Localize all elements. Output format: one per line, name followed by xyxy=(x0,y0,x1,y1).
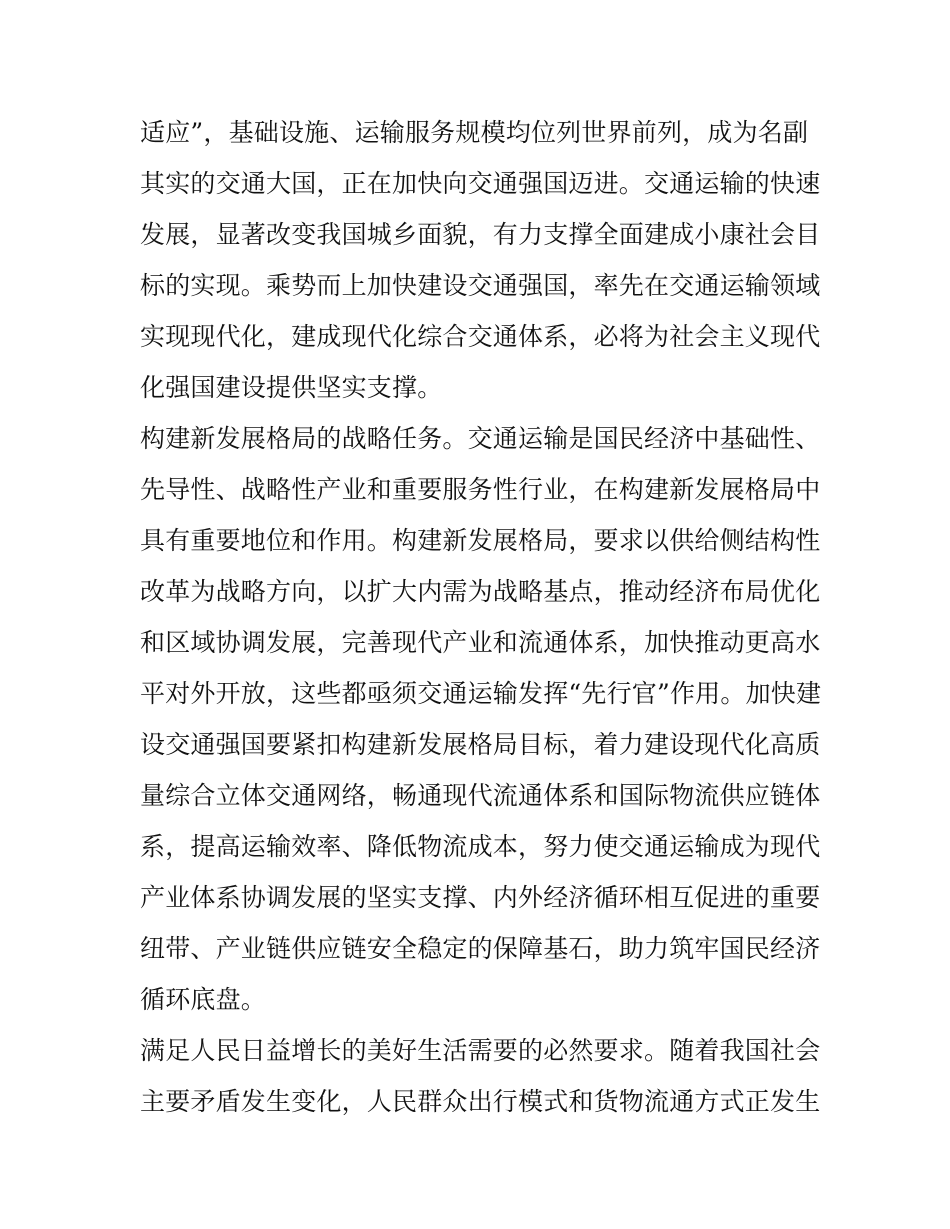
text-line: 化强国建设提供坚实支撑。 xyxy=(140,373,443,402)
text-line: 构建新发展格局的战略任务。交通运输是国民经济中基础性、 xyxy=(140,424,821,453)
paragraph-1 xyxy=(140,107,820,413)
text-line: 实现现代化，建成现代化综合交通体系，必将为社会主义现代 xyxy=(140,322,821,351)
text-line: 和区域协调发展，完善现代产业和流通体系，加快推动更高水 xyxy=(140,628,821,657)
text-line: 纽带、产业链供应链安全稳定的保障基石，助力筑牢国民经济 xyxy=(140,934,821,963)
text-line: 主要矛盾发生变化，人民群众出行模式和货物流通方式正发生 xyxy=(140,1087,821,1116)
document-body xyxy=(140,107,820,1127)
text-line: 其实的交通大国，正在加快向交通强国迈进。交通运输的快速 xyxy=(140,169,821,198)
text-line: 适应”，基础设施、运输服务规模均位列世界前列，成为名副 xyxy=(140,118,809,147)
text-line: 系，提高运输效率、降低物流成本，努力使交通运输成为现代 xyxy=(140,832,821,861)
text-line: 满足人民日益增长的美好生活需要的必然要求。随着我国社会 xyxy=(140,1036,821,1065)
text-line: 量综合立体交通网络，畅通现代流通体系和国际物流供应链体 xyxy=(140,781,821,810)
paragraph-2 xyxy=(140,413,820,1025)
text-line: 改革为战略方向，以扩大内需为战略基点，推动经济布局优化 xyxy=(140,577,821,606)
text-line: 设交通强国要紧扣构建新发展格局目标，着力建设现代化高质 xyxy=(140,730,821,759)
text-line: 产业体系协调发展的坚实支撑、内外经济循环相互促进的重要 xyxy=(140,883,821,912)
text-line: 发展，显著改变我国城乡面貌，有力支撑全面建成小康社会目 xyxy=(140,220,821,249)
text-line: 先导性、战略性产业和重要服务性行业，在构建新发展格局中 xyxy=(140,475,821,504)
text-line: 平对外开放，这些都亟须交通运输发挥“先行官”作用。加快建 xyxy=(140,679,822,708)
text-line: 循环底盘。 xyxy=(140,985,267,1014)
text-line: 具有重要地位和作用。构建新发展格局，要求以供给侧结构性 xyxy=(140,526,821,555)
paragraph-3 xyxy=(140,1025,820,1127)
text-line: 标的实现。乘势而上加快建设交通强国，率先在交通运输领域 xyxy=(140,271,821,300)
